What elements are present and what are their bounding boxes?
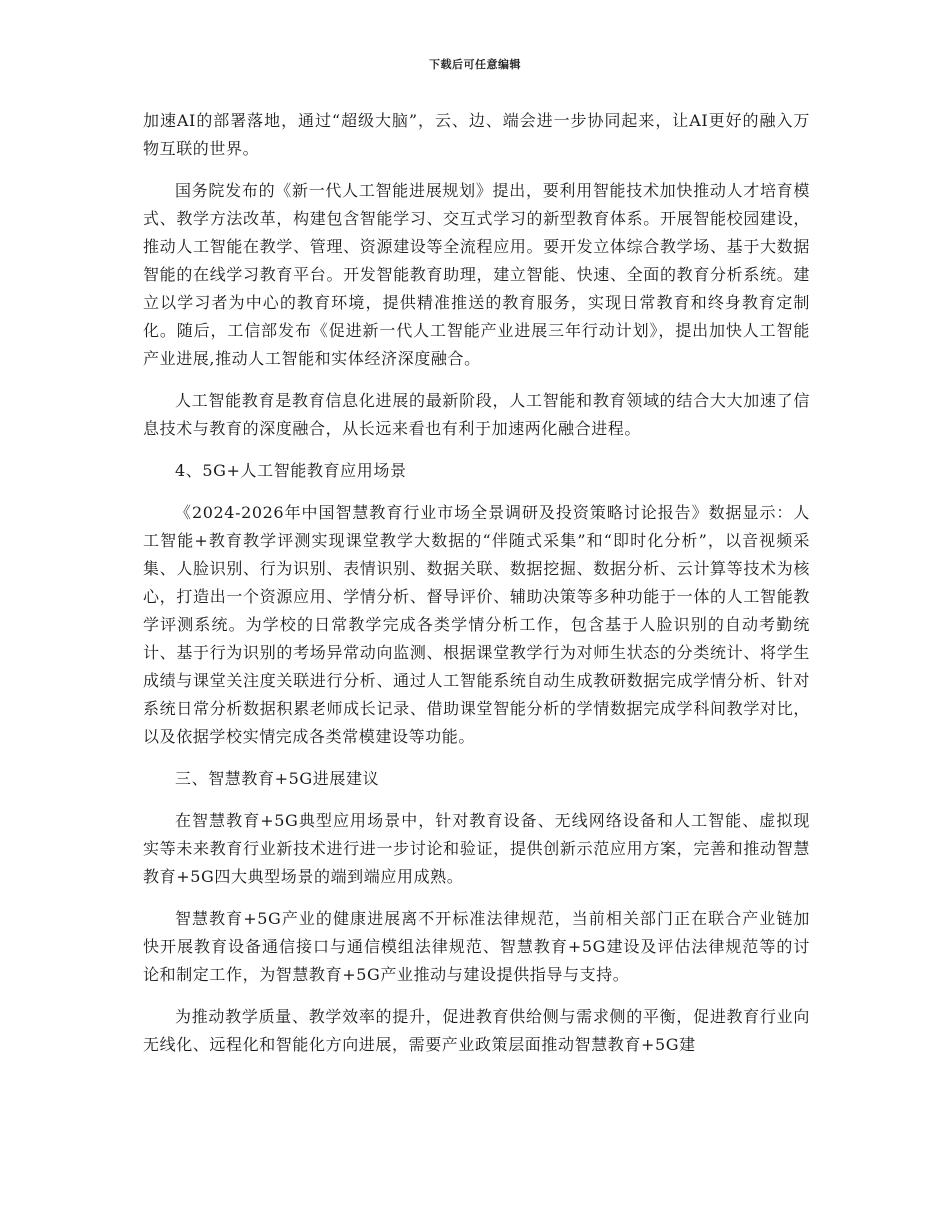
- paragraph-state-council-plan: 国务院发布的《新一代人工智能进展规划》提出，要利用智能技术加快推动人才培育模式、教学方法改革，构建包含智能学习、交互式学习的新型教育体系。开展智能校园建设，推动人工智能在教学、管理、资源建设等全流程应用。要开发立体综合教学场、基于大数据智能的在线学习教育平台。开发智能教育助理，建立智能、快速、全面的教育分析系统。建立以学习者为中心的教育环境，提供精准推送的教育服务，实现日常教育和终身教育定制化。随后，工信部发布《促进新一代人工智能产业进展三年行动计划》，提出加快人工智能产业进展,推动人工智能和实体经济深度融合。: [143, 181, 810, 368]
- paragraph-ai-education-stage: 人工智能教育是教育信息化进展的最新阶段，人工智能和教育领域的结合大大加速了信息技术与教育的深度融合，从长远来看也有利于加速两化融合进程。: [143, 391, 810, 438]
- section-heading-5g-ai-scenarios: 4、5G+人工智能教育应用场景: [175, 461, 407, 480]
- paragraph-typical-scenarios: 在智慧教育+5G典型应用场景中，针对教育设备、无线网络设备和人工智能、虚拟现实等未来教育行业新技术进行进一步讨论和验证，提供创新示范应用方案，完善和推动智慧教育+5G四大典型场景的端到端应用成熟。: [143, 811, 810, 886]
- paragraph-policy: 为推动教学质量、教学效率的提升，促进教育供给侧与需求侧的平衡，促进教育行业向无线化、远程化和智能化方向进展，需要产业政策层面推动智慧教育+5G建: [143, 1007, 810, 1054]
- page-header-note: 下载后可任意编辑: [429, 58, 521, 71]
- paragraph-ai-deployment: 加速AI的部署落地，通过“超级大脑”，云、边、端会进一步协同起来，让AI更好的融入万物互联的世界。: [143, 111, 810, 158]
- paragraph-standards: 智慧教育+5G产业的健康进展离不开标准法律规范，当前相关部门正在联合产业链加快开展教育设备通信接口与通信模组法律规范、智慧教育+5G建设及评估法律规范等的讨论和制定工作，为智慧教育+5G产业推动与建设提供指导与支持。: [143, 909, 810, 984]
- document-body: [143, 107, 810, 1073]
- paragraph-market-report: 《2024-2026年中国智慧教育行业市场全景调研及投资策略讨论报告》数据显示：人工智能+教育教学评测实现课堂教学大数据的“伴随式采集”和“即时化分析”，以音视频采集、人脸识别、行为识别、表情识别、数据关联、数据挖掘、数据分析、云计算等技术为核心，打造出一个资源应用、学情分析、督导评价、辅助决策等多种功能于一体的人工智能教学评测系统。为学校的日常教学完成各类学情分析工作，包含基于人脸识别的自动考勤统计、基于行为识别的考场异常动向监测、根据课堂教学行为对师生状态的分类统计、将学生成绩与课堂关注度关联进行分析、通过人工智能系统自动生成教研数据完成学情分析、针对系统日常分析数据积累老师成长记录、借助课堂智能分析的学情数据完成学科间教学对比，以及依据学校实情完成各类常模建设等功能。: [143, 503, 810, 746]
- section-heading-development-suggestions: 三、智慧教育+5G进展建议: [175, 769, 380, 788]
